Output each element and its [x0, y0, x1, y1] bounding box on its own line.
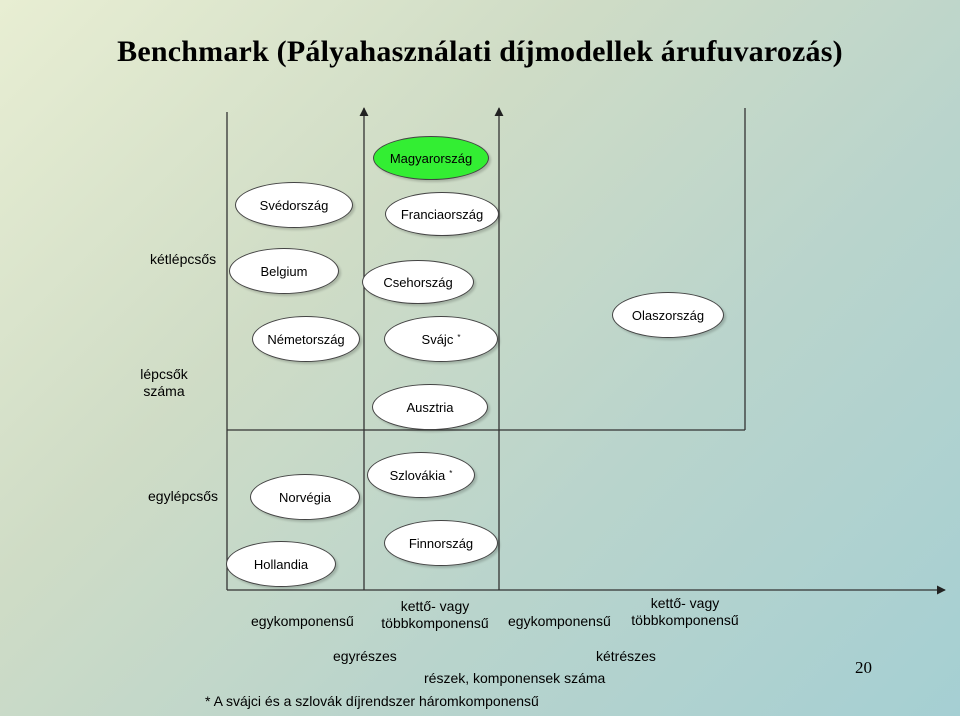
country-oval-svedorszag: [235, 182, 353, 228]
page-number: 20: [855, 658, 872, 677]
country-oval-nemetorszag: [252, 316, 360, 362]
footnote-mark: *: [449, 468, 453, 478]
country-label: Svájc: [421, 331, 454, 347]
x-group2-label: kétrészes: [596, 648, 656, 664]
country-label: Olaszország: [631, 307, 705, 323]
country-oval-olaszorszag: [612, 292, 724, 338]
country-label: Csehország: [383, 274, 453, 290]
country-oval-csehorszag: [362, 260, 474, 304]
country-oval-svajc: [384, 316, 498, 362]
slide-title: Benchmark (Pályahasználati díjmodellek árufuvarozás): [117, 35, 843, 68]
country-label: Svédország: [259, 197, 329, 213]
country-oval-szlovakia: [367, 452, 475, 498]
country-label: Magyarország: [389, 150, 473, 166]
country-label: Ausztria: [406, 399, 454, 415]
footnote-mark: *: [457, 332, 461, 342]
x-col3-label: egykomponensű: [508, 613, 611, 629]
x-group1-label: egyrészes: [333, 648, 397, 664]
country-label: Franciaország: [400, 206, 484, 222]
country-label: Hollandia: [253, 556, 309, 572]
country-label: Belgium: [260, 263, 308, 279]
country-oval-belgium: [229, 248, 339, 294]
country-oval-ausztria: [372, 384, 488, 430]
y-level-top-label: kétlépcsős: [150, 251, 217, 267]
y-level-bottom-label: egylépcsős: [148, 488, 219, 504]
footnote: * A svájci és a szlovák díjrendszer háromkomponensű: [205, 693, 539, 709]
country-oval-magyarorszag: [373, 136, 489, 180]
x-col1-label: egykomponensű: [251, 613, 354, 629]
country-label: Szlovákia: [389, 467, 446, 483]
country-oval-norvegia: [250, 474, 360, 520]
x-col4-label: kettő- vagy többkomponensű: [631, 595, 739, 628]
x-col2-label: kettő- vagy többkomponensű: [381, 598, 489, 631]
x-axis-label: részek, komponensek száma: [424, 670, 606, 686]
country-label: Németország: [267, 331, 345, 347]
country-label: Finnország: [408, 535, 474, 551]
country-oval-franciaorszag: [385, 192, 499, 236]
y-axis-label: lépcsők száma: [140, 366, 188, 399]
country-oval-finnorszag: [384, 520, 498, 566]
country-label: Norvégia: [278, 489, 332, 505]
country-oval-hollandia: [226, 541, 336, 587]
